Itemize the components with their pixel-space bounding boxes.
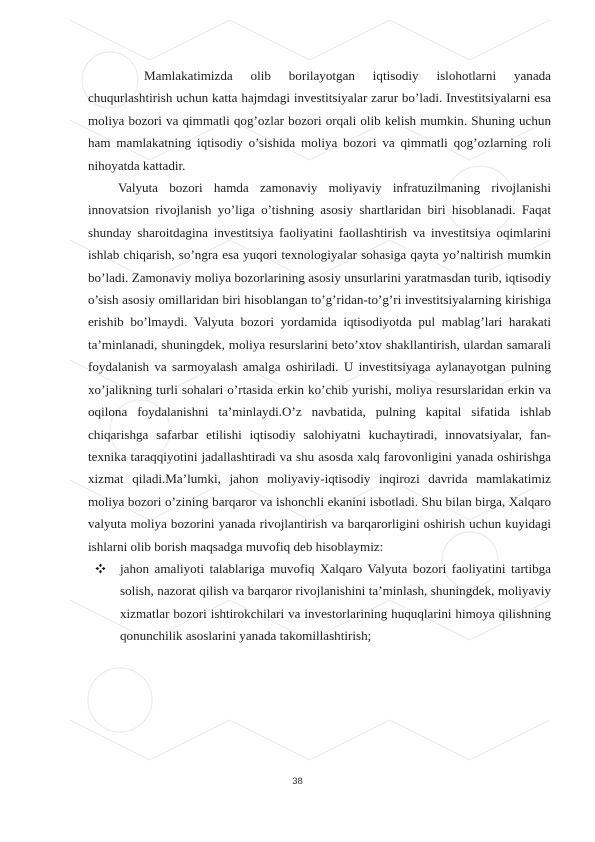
paragraph-currency-market: Valyuta bozori hamda zamonaviy moliyaviy infratuzilmaning rivojlanishi innovatsion rivojlanish yo’liga o’tishning asosiy shartlaridan biri hisoblanadi. Faqat shunday sharoitdagina investitsiya faoliyatini faollashtirish va investitsiya oqimlarini ishlab chiqarish, so’ngra esa yuqori texnologiyalar sohasiga qayta yo’naltirish mumkin bo’ladi. Zamonaviy moliya bozorlarining asosiy unsurlarini yaratmasdan turib, iqtisodiy o’sish asosiy omillaridan biri hisoblangan to’g’ridan-to’g’ri investitsiyalarning kirishiga erishib bo’lmaydi. Valyuta bozori yordamida iqtisodiyotda pul mablag’lari harakati ta’minlanadi, shuningdek, moliya resurslarini beto’xtov shakllantirish, ulardan samarali foydalanish va sarmoyalash amalga oshiriladi. U investitsiyaga aylanayotgan pulning xo’jalikning turli sohalari o’rtasida erkin ko’chib yurishi, moliya resurslaridan erkin va oqilona foydalanishni ta’minlaydi.O’z navbatida, pulning kapital sifatida ishlab chiqarishga safarbar etilishi iqtisodiy salohiyatni kuchaytiradi, innovatsiyalar, fan-texnika taraqqiyotini jadallashtiradi va shu asosda xalq farovonligini yanada oshirishga xizmat qiladi.Ma’lumki, jahon moliyaviy-iqtisodiy inqirozi davrida mamlakatimiz moliya bozori o’zining barqaror va ishonchli ekanini isbotladi. Shu bilan birga, Xalqaro valyuta moliya bozorini yanada rivojlantirish va barqarorligini oshirish uchun kuyidagi ishlarni olib borish maqsadga muvofiq deb hisoblaymiz: (88, 180, 551, 554)
page-body (88, 65, 551, 648)
page-number: 38 (292, 776, 303, 787)
bullet-text: jahon amaliyoti talablariga muvofiq Xalqaro Valyuta bozori faoliyatini tartibga solish, nazorat qilish va barqaror rivojlanishini ta’minlash, shuningdek, moliyaviy xizmatlar bozori ishtirokchilari va investorlarining huquqlarini himoya qilishning qonunchilik asoslarini yanada takomillashtirish; (120, 560, 551, 644)
list-item (88, 558, 551, 648)
paragraph-intro: Mamlakatimizda olib borilayotgan iqtisodiy islohotlarni yanada chuqurlashtirish uchun katta hajmdagi investitsiyalar zarur bo’ladi. Investitsiyalarni esa moliya bozori va qimmatli qog’ozlar bozori orqali olib kelish mumkin. Shuning uchun ham mamlakatning iqtisodiy o’sishida moliya bozori va qimmatli qog’ozlarning roli nihoyatda kattadir. (88, 68, 551, 173)
four-diamond-bullet-icon (92, 558, 108, 580)
